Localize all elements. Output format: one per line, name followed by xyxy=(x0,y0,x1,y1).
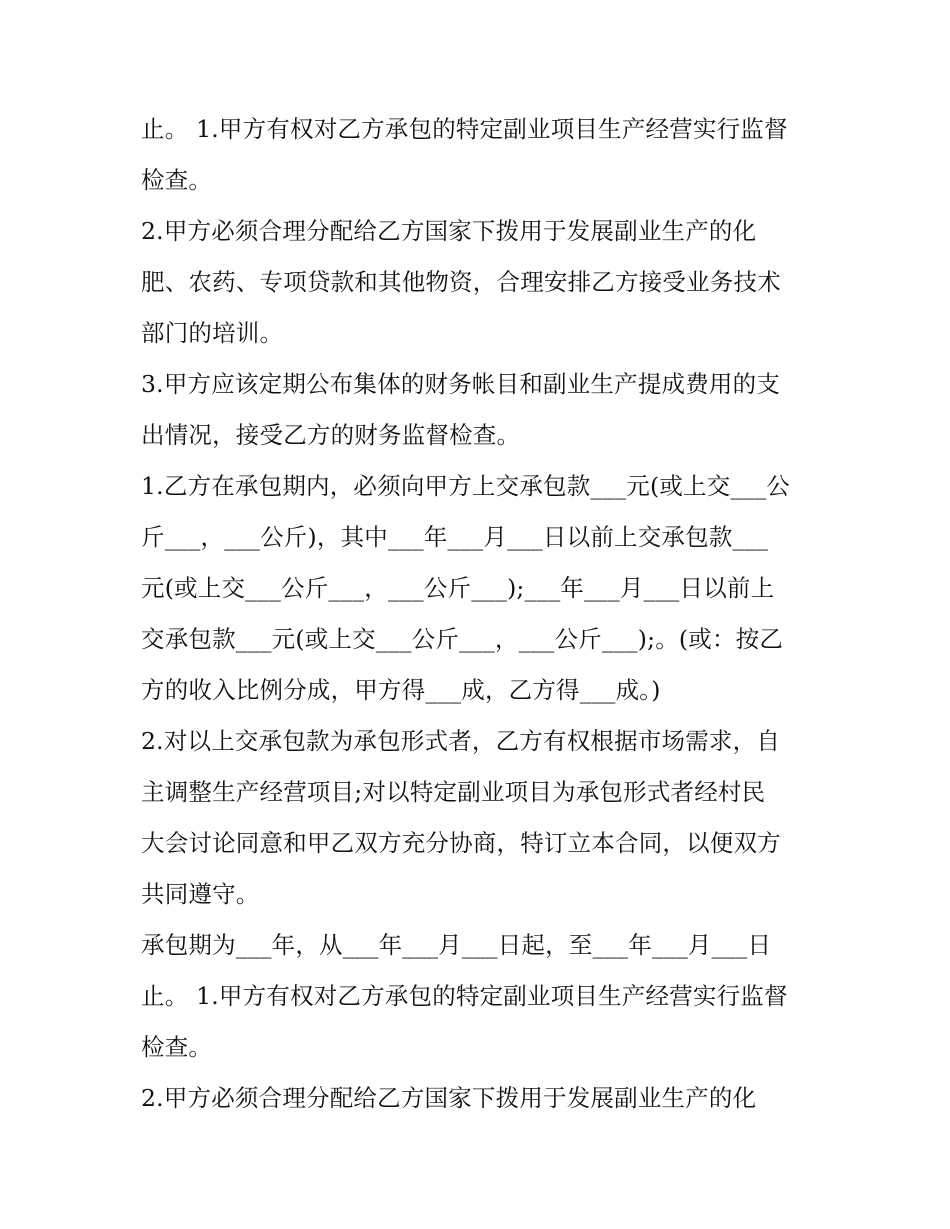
text-line-2: 检查。 xyxy=(141,166,213,194)
text-line-11: 交承包款___元(或上交___公斤___，___公斤___);。(或：按乙 xyxy=(141,625,784,653)
text-line-20: 2.甲方必须合理分配给乙方国家下拨用于发展副业生产的化 xyxy=(141,1084,757,1112)
text-line-13: 2.对以上交承包款为承包形式者，乙方有权根据市场需求，自 xyxy=(141,727,781,755)
text-line-18: 止。 1.甲方有权对乙方承包的特定副业项目生产经营实行监督 xyxy=(141,982,788,1010)
text-line-10: 元(或上交___公斤___，___公斤___);___年___月___日以前上 xyxy=(141,574,775,602)
text-line-7: 出情况，接受乙方的财务监督检查。 xyxy=(141,421,521,449)
text-line-19: 检查。 xyxy=(141,1033,213,1061)
text-line-1: 止。 1.甲方有权对乙方承包的特定副业项目生产经营实行监督 xyxy=(141,115,788,143)
text-line-12: 方的收入比例分成，甲方得___成，乙方得___成。) xyxy=(141,676,661,704)
text-line-5: 部门的培训。 xyxy=(141,319,284,347)
text-line-6: 3.甲方应该定期公布集体的财务帐目和副业生产提成费用的支 xyxy=(141,370,781,398)
contract-text-body xyxy=(141,104,816,1124)
text-line-15: 大会讨论同意和甲乙双方充分协商，特订立本合同，以便双方 xyxy=(141,829,781,857)
text-line-9: 斤___，___公斤)，其中___年___月___日以前上交承包款___ xyxy=(141,523,769,551)
text-line-16: 共同遵守。 xyxy=(141,880,260,908)
text-line-8: 1.乙方在承包期内，必须向甲方上交承包款___元(或上交___公 xyxy=(141,472,790,500)
text-line-14: 主调整生产经营项目;对以特定副业项目为承包形式者经村民 xyxy=(141,778,766,806)
text-line-17: 承包期为___年，从___年___月___日起，至___年___月___日 xyxy=(141,931,772,959)
text-line-4: 肥、农药、专项贷款和其他物资，合理安排乙方接受业务技术 xyxy=(141,268,781,296)
text-line-3: 2.甲方必须合理分配给乙方国家下拨用于发展副业生产的化 xyxy=(141,217,757,245)
